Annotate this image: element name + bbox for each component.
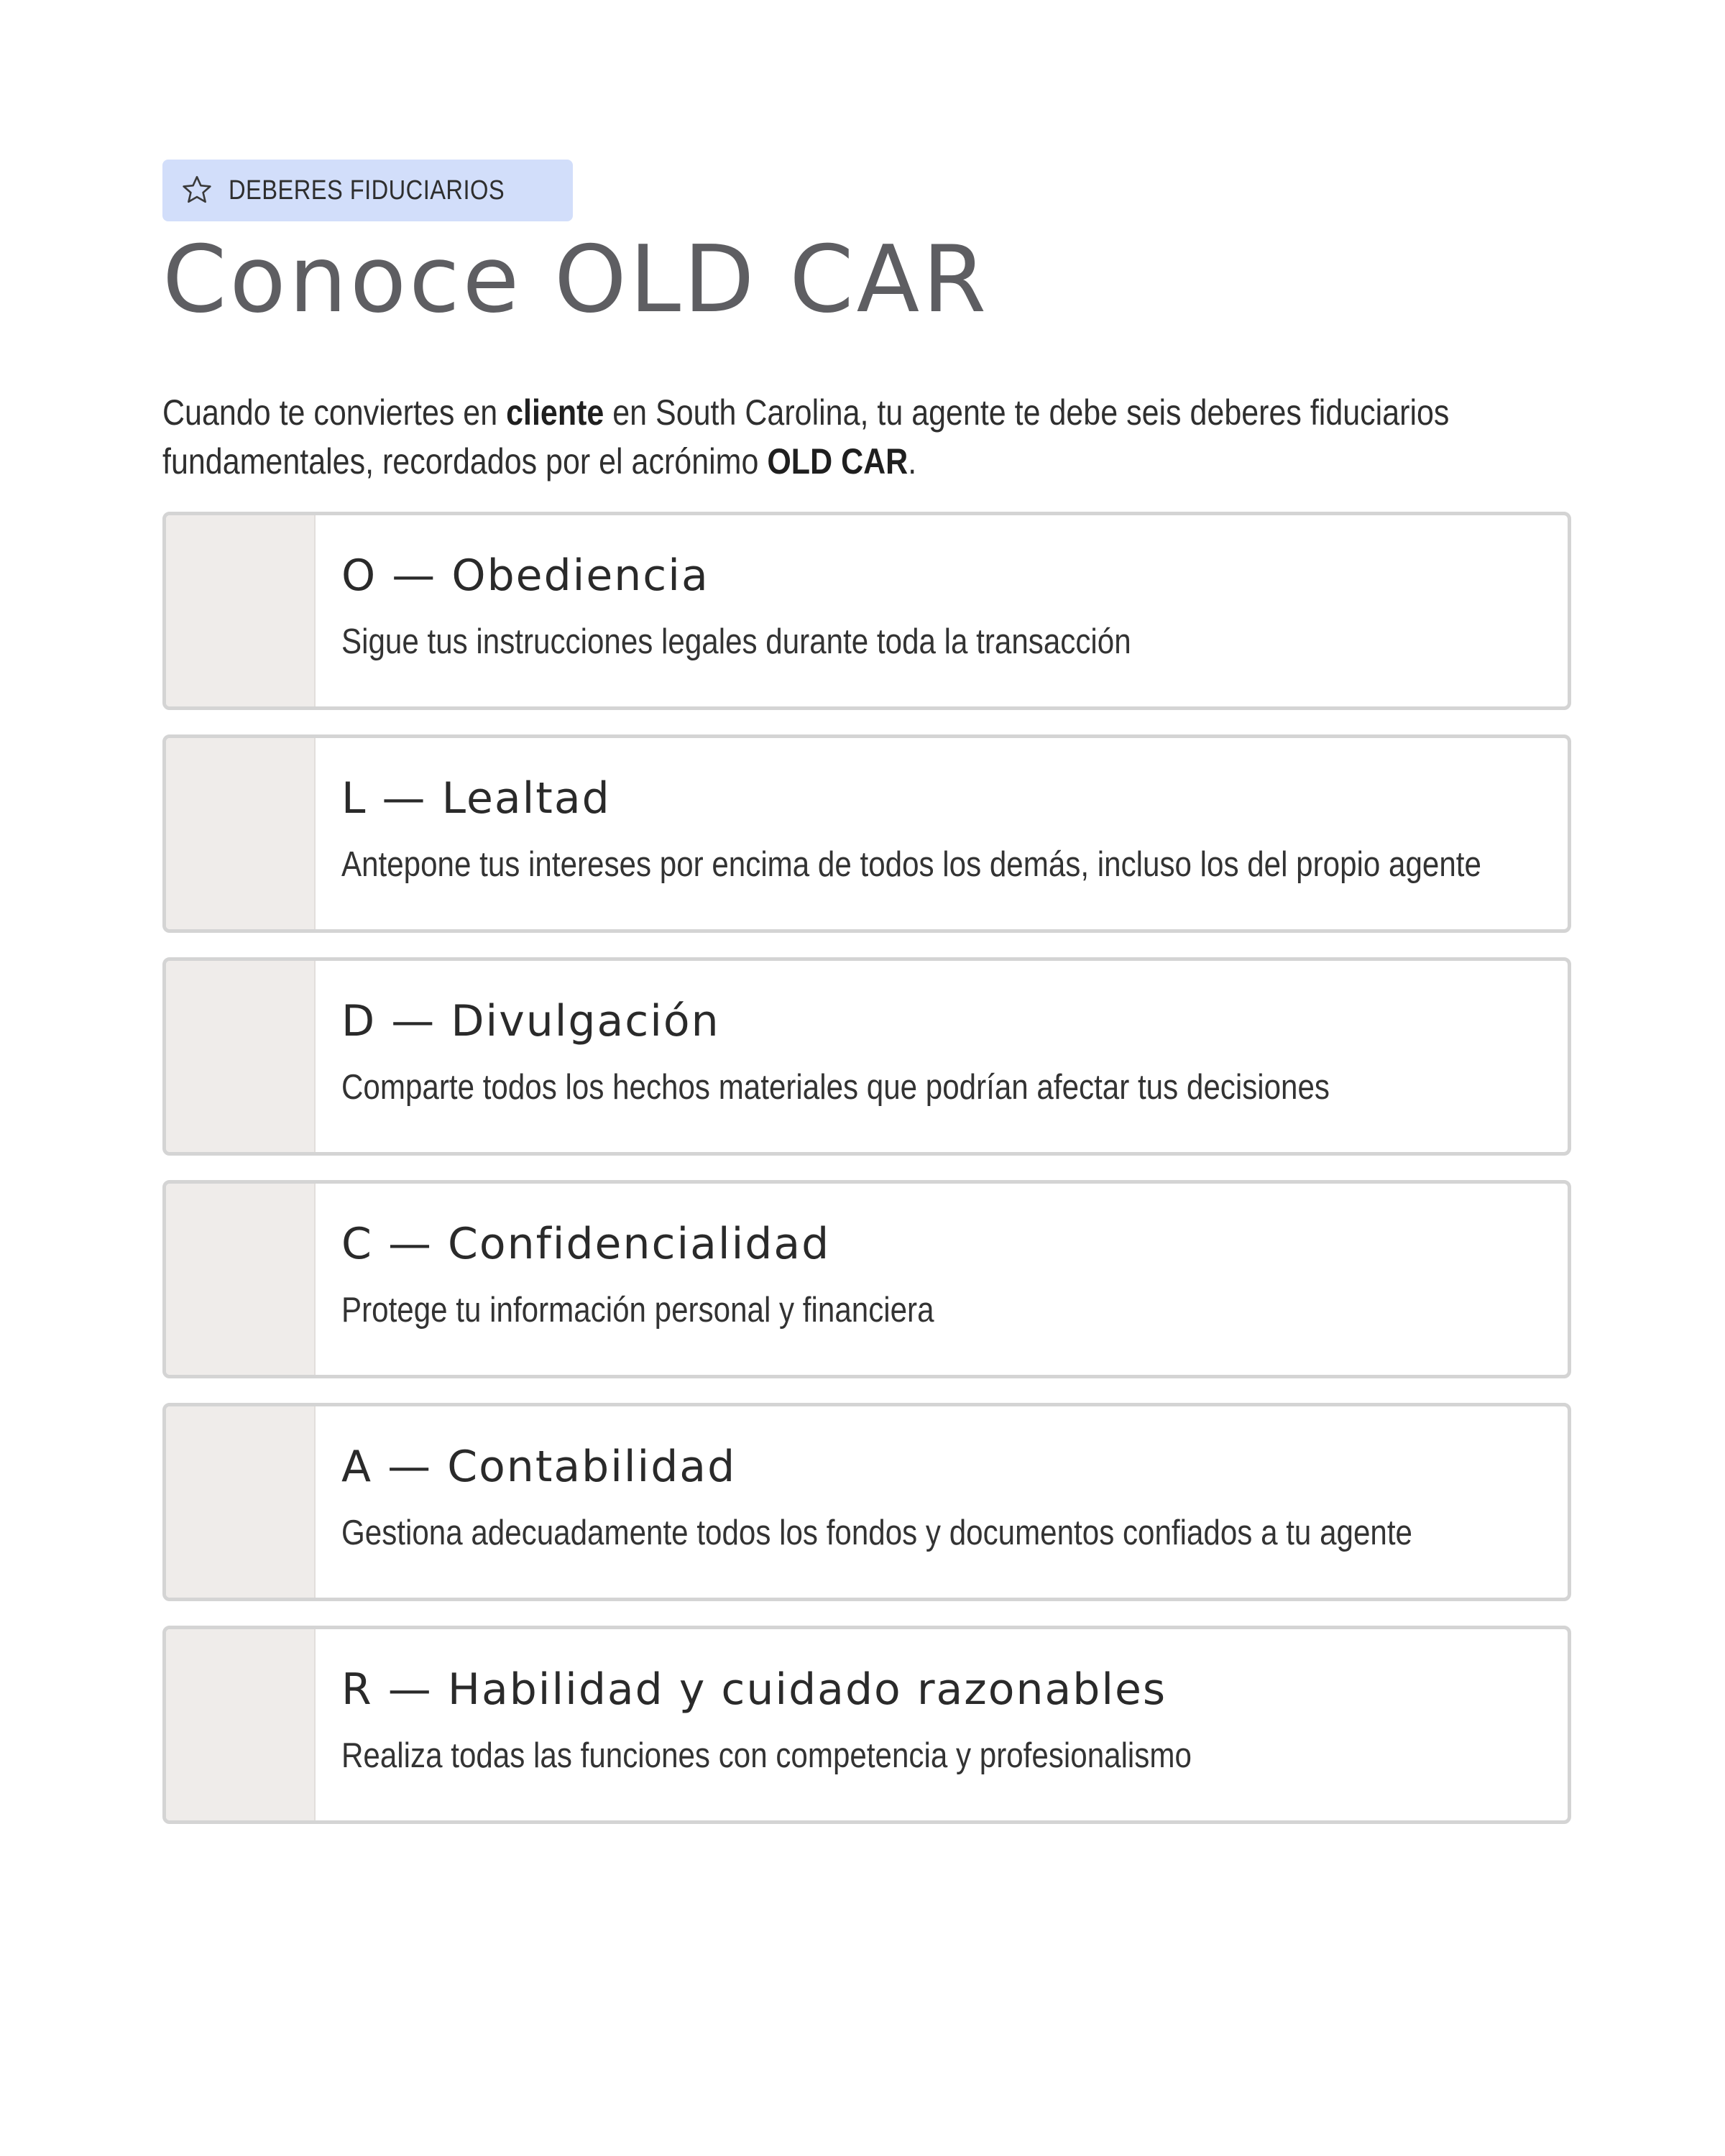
card-side-panel <box>166 1184 316 1375</box>
duty-title: L — Lealtad <box>341 773 611 824</box>
duty-card-lealtad <box>162 734 1571 933</box>
duty-card-obediencia <box>162 512 1571 710</box>
badge-label: DEBERES FIDUCIARIOS <box>229 175 505 206</box>
card-side-panel <box>166 961 316 1152</box>
section-badge <box>162 160 573 221</box>
intro-paragraph <box>162 388 1572 486</box>
intro-bold-client: cliente <box>506 392 604 433</box>
intro-text-1: Cuando te conviertes en <box>162 392 507 433</box>
card-body <box>316 1406 1571 1598</box>
duty-description: Sigue tus instrucciones legales durante toda la transacción <box>341 622 1131 661</box>
duty-card-contabilidad <box>162 1403 1571 1601</box>
duty-title: C — Confidencialidad <box>341 1219 831 1269</box>
duty-title: D — Divulgación <box>341 996 720 1046</box>
duty-card-divulgacion <box>162 957 1571 1156</box>
card-body <box>316 738 1571 929</box>
duties-list <box>162 512 1571 1824</box>
duty-title: R — Habilidad y cuidado razonables <box>341 1664 1167 1715</box>
duty-description: Comparte todos los hechos materiales que podrían afectar tus decisiones <box>341 1068 1330 1107</box>
intro-text-2: en South Carolina, tu agente te debe seis deberes fiduciarios fundamentales, recordados por el acrónimo <box>162 392 1450 482</box>
duty-description: Gestiona adecuadamente todos los fondos y documentos confiados a tu agente <box>341 1514 1412 1552</box>
duty-description: Protege tu información personal y financiera <box>341 1291 934 1330</box>
duty-title: A — Contabilidad <box>341 1442 737 1492</box>
page-title: Conoce OLD CAR <box>162 226 990 333</box>
card-body <box>316 1184 1571 1375</box>
duty-card-confidencialidad <box>162 1180 1571 1378</box>
intro-bold-acronym: OLD CAR <box>767 441 908 482</box>
page-content <box>162 160 1571 1848</box>
intro-text-3: . <box>908 441 917 482</box>
duty-description: Realiza todas las funciones con competencia y profesionalismo <box>341 1736 1192 1775</box>
card-body <box>316 515 1571 706</box>
card-body <box>316 961 1571 1152</box>
duty-card-habilidad <box>162 1626 1571 1824</box>
card-body <box>316 1629 1571 1820</box>
card-side-panel <box>166 515 316 706</box>
duty-description: Antepone tus intereses por encima de todos los demás, incluso los del propio agente <box>341 845 1481 884</box>
star-icon <box>180 173 214 208</box>
card-side-panel <box>166 1406 316 1598</box>
card-side-panel <box>166 738 316 929</box>
card-side-panel <box>166 1629 316 1820</box>
duty-title: O — Obediencia <box>341 550 709 601</box>
